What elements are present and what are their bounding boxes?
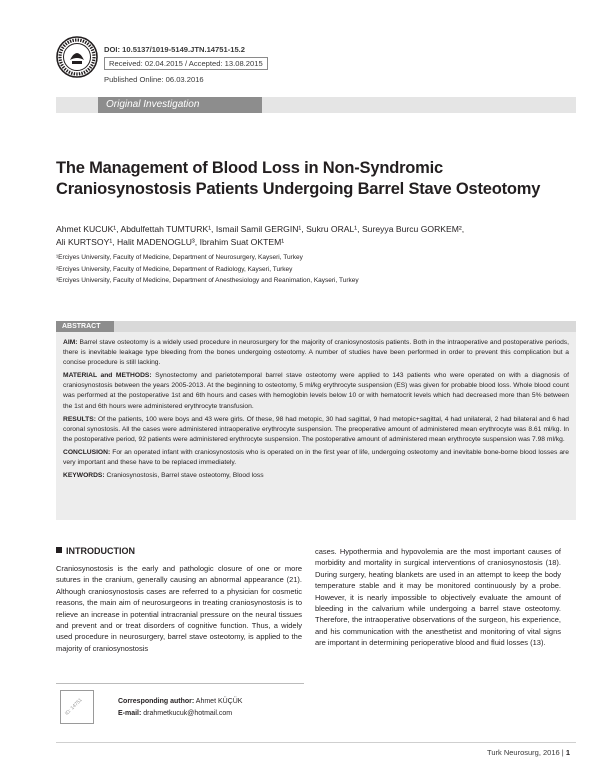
abstract-keywords: KEYWORDS: Craniosynostosis, Barrel stave osteotomy, Blood loss (63, 472, 264, 480)
article-meta (104, 45, 268, 84)
introduction-column-2: cases. Hypothermia and hypovolemia are the most important causes of morbidity and mortality in surgical interventions of craniosynostosis (18). During surgery, heating blankets are used in an attempt to keep the body temperature stable and it may be monitored continuously by a probe. However, it is nearly impossible to objectively evaluate the amount of bleeding in the calvarium while undergoing a barrel stave osteotomy. Therefore, the intraoperative observations of the surgeon, his experience, and his communication with the anesthetist and monitoring of vital signs are important in determining perioperative blood and fluid losses (13). (315, 547, 561, 648)
abstract-conclusion: CONCLUSION: For an operated infant with craniosynostosis who is operated on in the first year of life, undergoing osteotomy and inevitable bone-borne blood losses are very important and these have to be replaced immediately. (63, 448, 569, 467)
affiliations (56, 252, 566, 287)
footer-divider (56, 742, 576, 743)
abstract-heading: ABSTRACT (56, 321, 114, 332)
abstract-header-bar (56, 321, 576, 332)
author-list (56, 223, 566, 249)
affiliation-2: ²Erciyes University, Faculty of Medicine, Department of Radiology, Kayseri, Turkey (56, 265, 293, 273)
abstract-aim: AIM: Barrel stave osteotomy is a widely used procedure in neurosurgery for the majority of craniosynostosis patients. Both in the intraoperative and postoperative periods, there is inevitable leakage type bleeding from the bones undergoing osteotomy. A number of studies have been performed in order to prevent this complication but a concise procedure is still lacking. (63, 339, 569, 367)
footer-separator: | (559, 748, 566, 757)
divider (56, 683, 304, 684)
abstract-text (63, 338, 569, 484)
doi[interactable]: DOI: 10.5137/1019-5149.JTN.14751-15.2 (104, 45, 246, 54)
abstract-methods: MATERIAL and METHODS: Synostectomy and parietotemporal barrel stave osteotomy were applied to 143 patients who were operated on with a diagnosis of craniosynostosis between the years 2005-2013. At the beginning to osteotomy, 5 ml/kg erythrocyte suspension (ES) was given for probable blood loss. Whole blood count was performed at the postoperative 1st and 6th hours and cases with hemoglobin levels below 10 or with hematocrit levels which had decreased more than 5% between the 1st and 6th hours were administered erythrocyte transfusion. (63, 372, 569, 410)
affiliation-1: ¹Erciyes University, Faculty of Medicine, Department of Neurosurgery, Kayseri, Turkey (56, 254, 303, 261)
abstract-results: RESULTS: Of the patients, 100 were boys and 43 were girls. Of these, 98 had metopic, 30 had sagittal, 9 had metopic+sagittal, 4 had unilateral, 2 had bilateral and 6 had coronal synostosis. All the cases were administered intraoperative erythrocyte suspension. The preoperative amount of administered mean erythrocyte was 8.61 ml/kg. In the postoperative period, 92 patients were administered erythrocyte suspension. The postoperative amount of administered mean erythrocyte suspension was 7.98 ml/kg. (63, 415, 569, 443)
title-line-1: The Management of Blood Loss in Non-Syndromic (56, 159, 444, 177)
section-label: Original Investigation (98, 97, 262, 113)
introduction-heading: INTRODUCTION (56, 546, 135, 556)
received-accepted-dates: Received: 02.04.2015 / Accepted: 13.08.2015 (104, 57, 268, 70)
square-bullet-icon (56, 547, 62, 553)
correspondence (118, 696, 242, 719)
stamp-icon: ID: 14751 (60, 690, 94, 724)
published-date: Published Online: 06.03.2016 (104, 75, 204, 84)
footer (487, 748, 570, 757)
corresponding-email[interactable]: E-mail: drahmetkucuk@hotmail.com (118, 709, 233, 717)
authors-line-2: Ali KURTSOY¹, Halit MADENOGLU³, Ibrahim Suat OKTEM¹ (56, 237, 285, 247)
affiliation-3: ³Erciyes University, Faculty of Medicine, Department of Anesthesiology and Reanimation, Kayseri, Turkey (56, 277, 359, 285)
journal-logo (56, 36, 98, 78)
page-number: 1 (565, 748, 570, 757)
authors-line-1: Ahmet KUCUK¹, Abdulfettah TUMTURK¹, Ismail Samil GERGIN¹, Sukru ORAL¹, Sureyya Burcu GORKEM², (56, 224, 465, 234)
corresponding-author: Corresponding author: Ahmet KÜÇÜK (118, 698, 243, 705)
journal-citation: Turk Neurosurg, 2016 (487, 748, 560, 757)
title-line-2: Craniosynostosis Patients Undergoing Barrel Stave Osteotomy (56, 180, 541, 198)
article-title (56, 158, 556, 200)
introduction-column-1: Craniosynostosis is the early and pathologic closure of one or more sutures in the cranium, generally causing an abnormal appearance (21). Although craniosynostosis cases are referred to a physician for cosmetic reasons, the main aim of neurosurgeons in treating craniosynostosis is to relieve an increase in potential intracranial pressure on the neural tissues and prevent and or treat disorders of cognitive function. Thus, a widely used procedure in neurosurgery, barrel stave osteotomy, is applied to the majority of craniosynostosis (56, 564, 302, 653)
